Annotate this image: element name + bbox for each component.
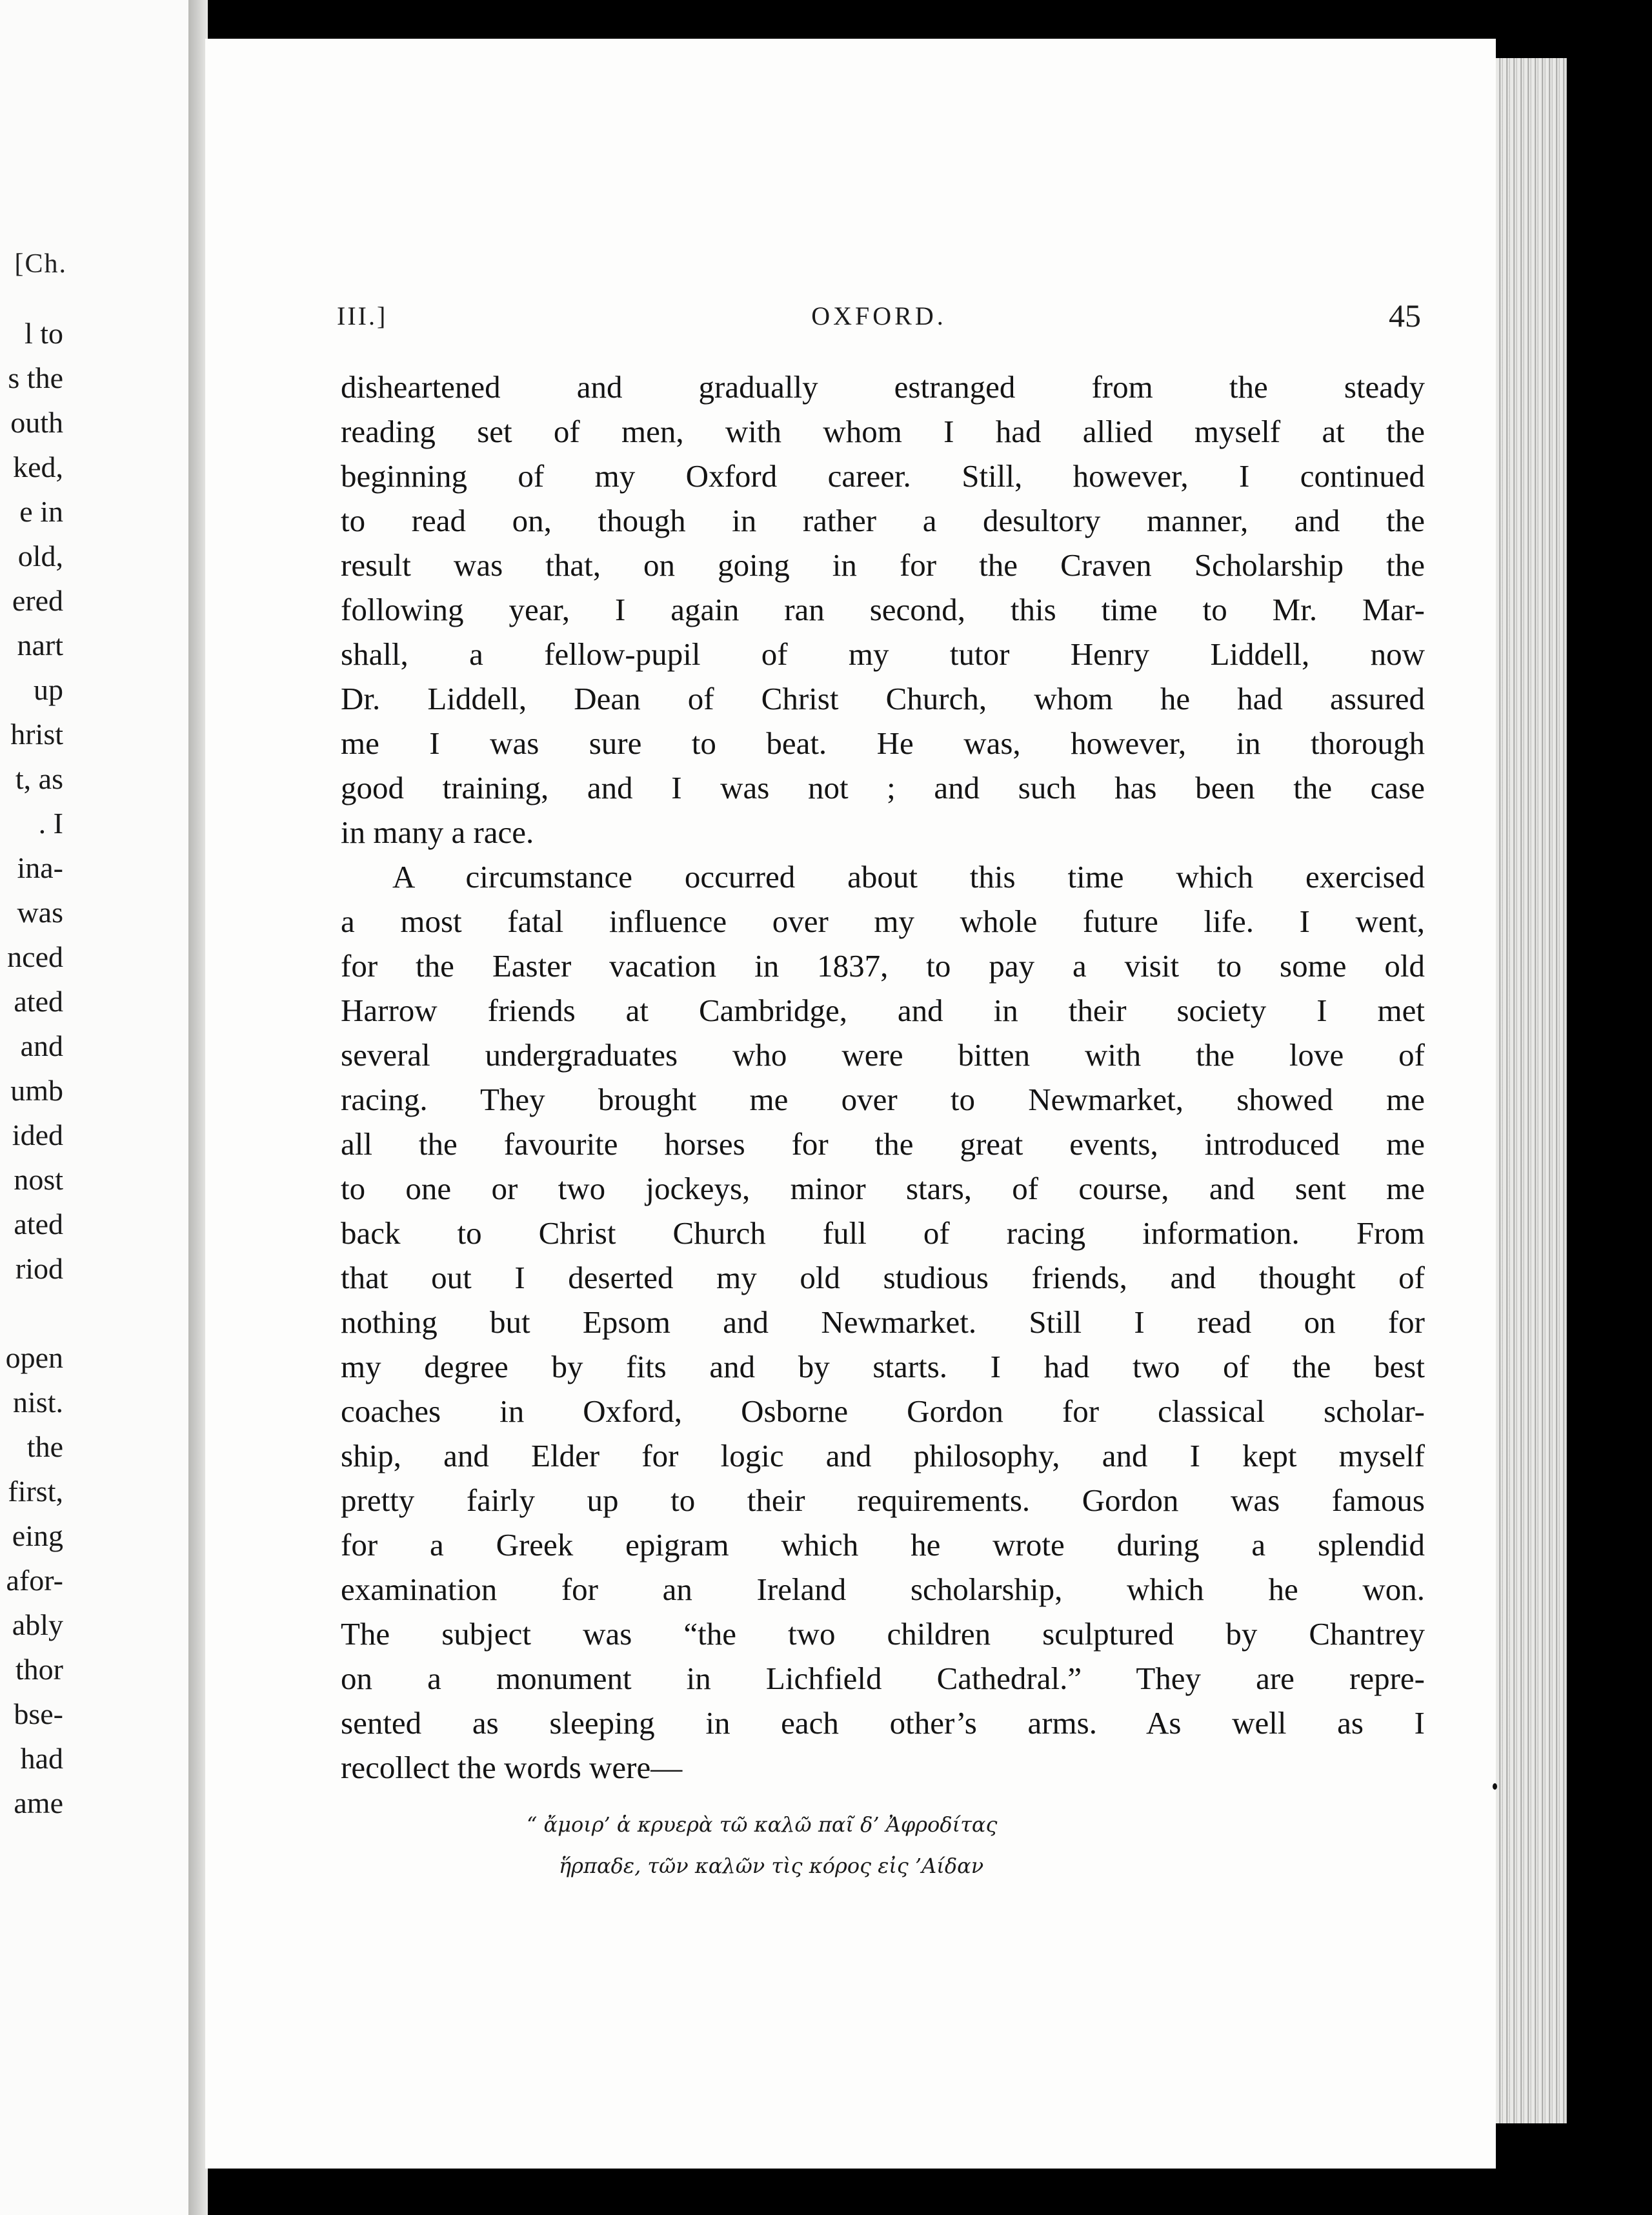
text-line: that out I deserted my old studious friends, and thought of xyxy=(341,1260,1425,1295)
text-line: recollect the words were— xyxy=(341,1750,683,1785)
left-page-line-fragment: eing xyxy=(12,1519,63,1552)
left-page-line-fragment: old, xyxy=(17,540,63,572)
text-line: nothing but Epsom and Newmarket. Still I read on for xyxy=(341,1304,1425,1340)
left-page-line-fragment: outh xyxy=(10,406,63,439)
left-page-line-fragment: nist. xyxy=(13,1386,63,1419)
text-line: disheartened and gradually estranged from the steady xyxy=(341,369,1425,405)
left-page-line-fragment: ided xyxy=(12,1118,63,1151)
left-page-line-fragment: ered xyxy=(12,584,63,617)
text-line: sented as sleeping in each other’s arms. As well as I xyxy=(341,1705,1425,1741)
text-line: a most fatal influence over my whole future life. I went, xyxy=(341,904,1425,939)
chapter-marker: III.] xyxy=(337,301,388,330)
text-line: Harrow friends at Cambridge, and in their society I met xyxy=(341,993,1425,1028)
left-page-line-fragment: thor xyxy=(15,1653,63,1686)
paragraph-start-line: A circumstance occurred about this time which exercised xyxy=(392,859,1425,895)
text-line: good training, and I was not ; and such has been the case xyxy=(341,770,1425,805)
left-page-line-fragment: had xyxy=(20,1742,63,1775)
left-page-line-fragment: bse- xyxy=(14,1697,63,1730)
epigram-line-2: ἥρπαδε, τῶν καλῶν τὶς κόρος εἰς ’Αίδαν xyxy=(559,1854,984,1878)
left-page-line-fragment: the xyxy=(26,1430,63,1463)
text-line: Dr. Liddell, Dean of Christ Church, whom he had assured xyxy=(341,681,1425,716)
left-page-line-fragment: ina- xyxy=(17,851,63,884)
epigram-line-1: “ ἄμοιρ’ ἁ κρυερὰ τῶ καλῶ παῖ δ’ Ἀφροδίτας xyxy=(527,1812,998,1837)
body-text xyxy=(341,365,1425,1790)
text-line: shall, a fellow-pupil of my tutor Henry Liddell, now xyxy=(341,636,1425,672)
text-line: back to Christ Church full of racing information. From xyxy=(341,1215,1425,1251)
left-page-line-fragment: ably xyxy=(12,1608,63,1641)
right-page xyxy=(205,39,1496,2169)
text-line: racing. They brought me over to Newmarket, showed me xyxy=(341,1082,1425,1117)
text-line: The subject was “the two children sculptured by Chantrey xyxy=(341,1616,1425,1652)
text-line: for the Easter vacation in 1837, to pay a visit to some old xyxy=(341,948,1425,984)
text-line: to one or two jockeys, minor stars, of course, and sent me xyxy=(341,1171,1425,1206)
left-page-line-fragment: and xyxy=(20,1029,63,1062)
left-page-line-fragment: e in xyxy=(19,495,63,528)
left-page-line-fragment: nced xyxy=(7,940,63,973)
text-line: me I was sure to beat. He was, however, in thorough xyxy=(341,725,1425,761)
page-number: 45 xyxy=(1389,298,1421,334)
left-page-line-fragment: riod xyxy=(15,1252,63,1285)
left-page-line-fragment: up xyxy=(34,673,63,706)
left-page-line-fragment: ame xyxy=(14,1786,63,1819)
text-line: all the favourite horses for the great events, introduced me xyxy=(341,1126,1425,1162)
left-page-line-fragment: first, xyxy=(8,1475,63,1508)
text-line: reading set of men, with whom I had allied myself at the xyxy=(341,414,1425,449)
left-page-line-fragment: was xyxy=(17,896,63,929)
left-page-line-fragment: t, as xyxy=(15,762,63,795)
text-line: coaches in Oxford, Osborne Gordon for classical scholar- xyxy=(341,1393,1425,1429)
text-line: for a Greek epigram which he wrote during a splendid xyxy=(341,1527,1425,1563)
running-title: OXFORD. xyxy=(811,301,947,330)
left-facing-page xyxy=(0,0,196,2215)
left-page-line-fragment: open xyxy=(5,1341,63,1374)
left-page-line-fragment: afor- xyxy=(6,1564,63,1597)
text-line: following year, I again ran second, this time to Mr. Mar- xyxy=(341,592,1425,627)
page-edges xyxy=(1496,58,1567,2123)
text-line: on a monument in Lichfield Cathedral.” They are repre- xyxy=(341,1661,1425,1696)
text-line: examination for an Ireland scholarship, which he won. xyxy=(341,1572,1425,1607)
left-page-line-fragment: nost xyxy=(14,1163,63,1196)
left-page-line-fragment: s the xyxy=(8,361,63,394)
left-page-line-fragment: ated xyxy=(14,985,63,1018)
text-line: pretty fairly up to their requirements. Gordon was famous xyxy=(341,1482,1425,1518)
ink-speck xyxy=(1493,1783,1497,1790)
text-line: result was that, on going in for the Craven Scholarship the xyxy=(341,547,1425,583)
left-page-line-fragment: umb xyxy=(10,1074,63,1107)
left-page-line-fragment: ated xyxy=(14,1208,63,1240)
left-running-head: [Ch. xyxy=(14,249,67,279)
left-page-line-fragment: nart xyxy=(17,629,63,662)
left-page-line-fragment: . I xyxy=(38,807,63,840)
left-page-line-fragment: l to xyxy=(24,317,63,350)
running-head xyxy=(337,297,1421,336)
text-line: in many a race. xyxy=(341,814,534,850)
text-line: to read on, though in rather a desultory manner, and the xyxy=(341,503,1425,538)
text-line: my degree by fits and by starts. I had two of the best xyxy=(341,1349,1425,1384)
text-line: ship, and Elder for logic and philosophy, and I kept myself xyxy=(341,1438,1425,1473)
text-line: several undergraduates who were bitten with the love of xyxy=(341,1037,1425,1073)
left-page-line-fragment: ked, xyxy=(13,450,63,483)
text-line: beginning of my Oxford career. Still, however, I continued xyxy=(341,458,1425,494)
left-page-line-fragment: hrist xyxy=(10,718,63,751)
